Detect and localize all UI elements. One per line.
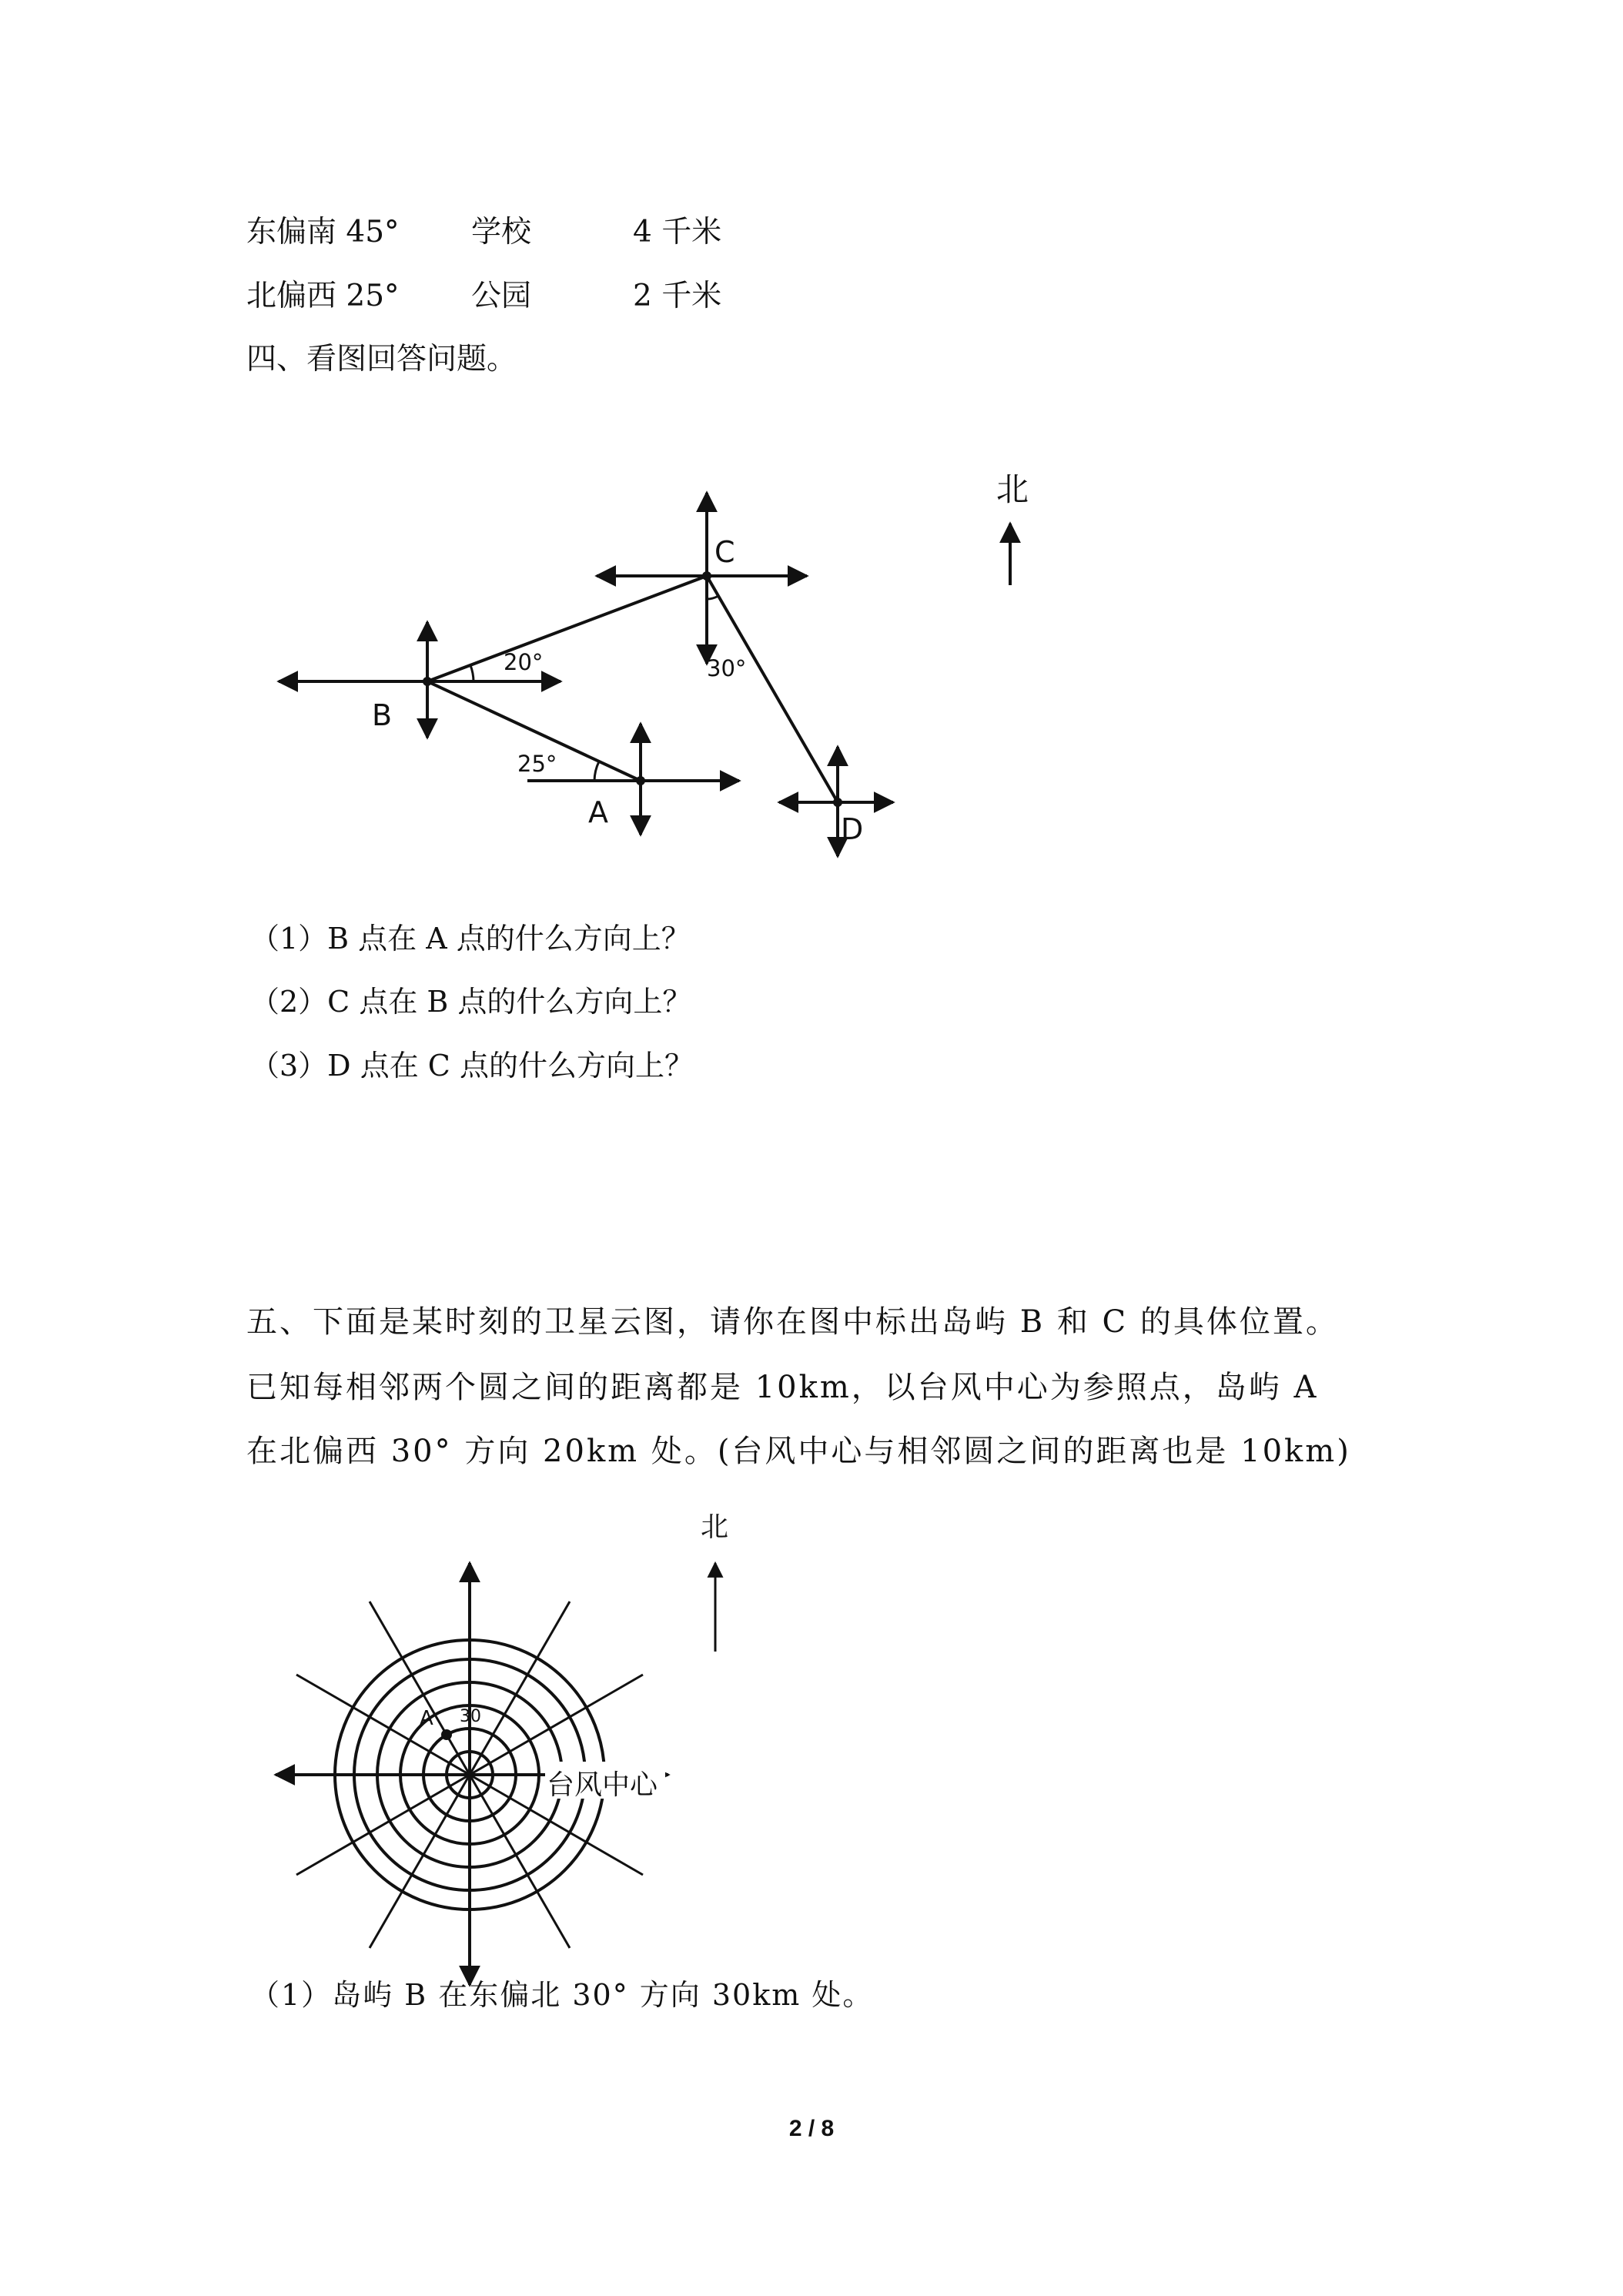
angle-label-c: 30° (707, 655, 747, 681)
row-1-direction: 东偏南 45° (246, 215, 400, 249)
row-1-distance: 4 千米 (633, 215, 722, 249)
angle-arc-c (707, 596, 718, 599)
typhoon-diagram (0, 1463, 1623, 2002)
question-4-3: （3）D 点在 C 点的什么方向上？ (250, 1049, 694, 1083)
direction-diagram (0, 0, 1623, 924)
label-b: B (372, 698, 393, 732)
angle-30-label: 30 (460, 1707, 481, 1726)
point-b-dot (423, 677, 432, 686)
segment-b-c (427, 576, 707, 681)
row-2-direction: 北偏西 25° (246, 279, 400, 313)
row-2-distance: 2 千米 (633, 279, 722, 313)
point-a-typhoon-label: A (420, 1707, 433, 1730)
page-number: 2 / 8 (788, 2116, 835, 2141)
point-c-dot (702, 571, 711, 581)
angle-label-a: 25° (517, 751, 557, 777)
point-d-dot (833, 798, 842, 807)
row-1-place: 学校 (471, 215, 532, 249)
section-5-line-2: 已知每相邻两个圆之间的距离都是 10km，以台风中心为参照点，岛屿 A (246, 1370, 1319, 1405)
angle-arc-a (594, 761, 599, 781)
center-label: 台风中心 (547, 1769, 658, 1801)
question-4-2: （2）C 点在 B 点的什么方向上？ (250, 985, 692, 1019)
question-4-1: （1）B 点在 A 点的什么方向上？ (250, 922, 691, 956)
section-4-heading: 四、看图回答问题。 (246, 342, 517, 377)
point-a-typhoon-dot (441, 1729, 452, 1740)
section-5-line-1: 五、下面是某时刻的卫星云图，请你在图中标出岛屿 B 和 C 的具体位置。 (246, 1304, 1339, 1340)
label-d: D (841, 812, 864, 846)
row-2-place: 公园 (471, 279, 532, 313)
question-5-1: （1）岛屿 B 在东偏北 30° 方向 30km 处。 (250, 1978, 874, 2012)
segment-c-d (707, 576, 838, 802)
angle-label-b: 20° (504, 649, 544, 675)
section-5-line-3: 在北偏西 30° 方向 20km 处。(台风中心与相邻圆之间的距离也是 10km) (246, 1434, 1351, 1469)
point-a-dot (636, 776, 645, 785)
label-c: C (714, 535, 735, 569)
north-label-1: 北 (996, 470, 1029, 508)
north-label-2: 北 (701, 1511, 729, 1543)
angle-arc-b (470, 665, 474, 681)
label-a: A (588, 795, 608, 829)
